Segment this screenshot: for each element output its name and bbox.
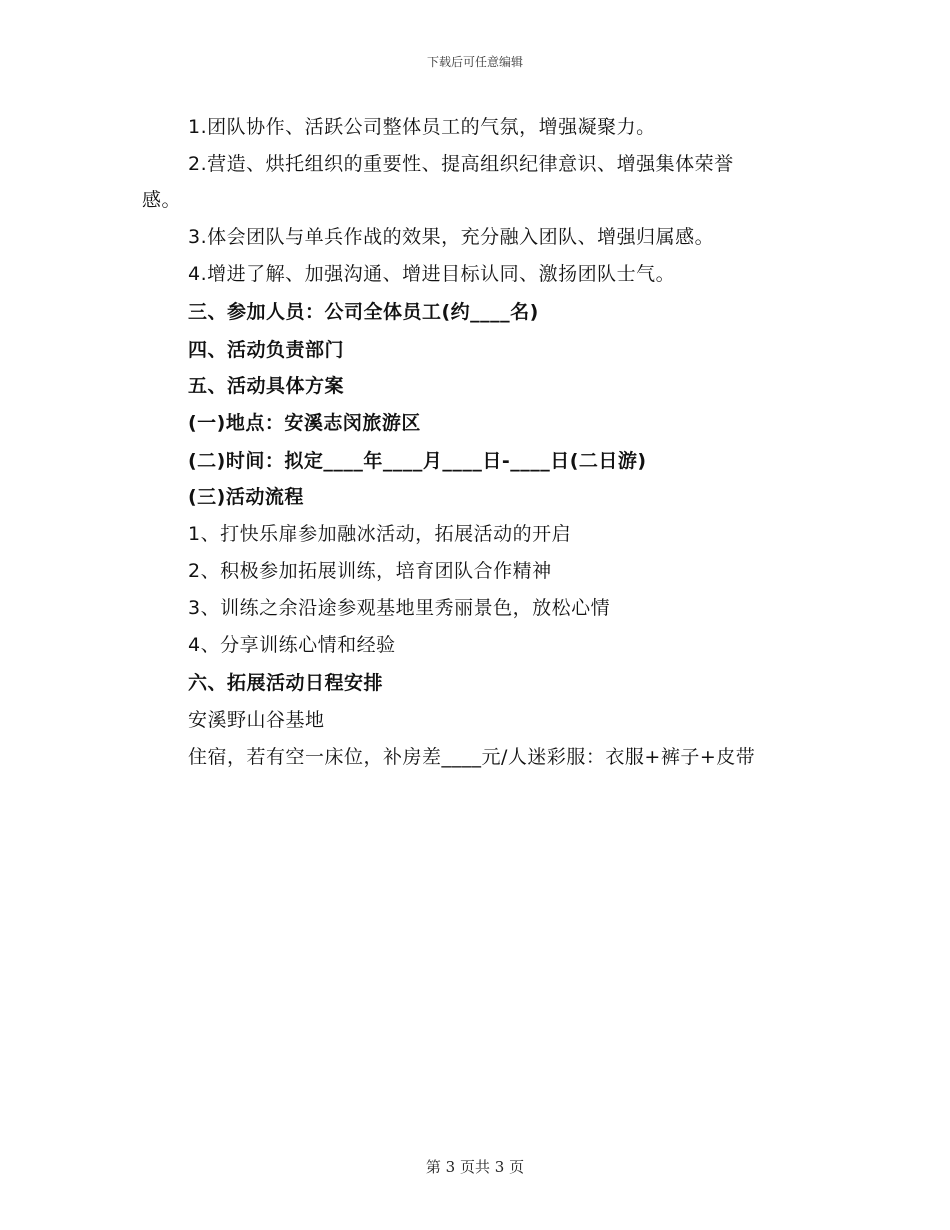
section-participants-heading: 三、参加人员：公司全体员工(约____名) bbox=[188, 301, 539, 323]
objective-line-3: 3.体会团队与单兵作战的效果，充分融入团队、增强归属感。 bbox=[188, 226, 715, 248]
plan-time-heading: (二)时间：拟定____年____月____日-____日(二日游) bbox=[188, 450, 647, 472]
objective-line-2: 2.营造、烘托组织的重要性、提高组织纪律意识、增强集体荣誉 bbox=[188, 153, 734, 175]
process-step-2: 2、积极参加拓展训练，培育团队合作精神 bbox=[188, 560, 552, 582]
section-schedule-heading: 六、拓展活动日程安排 bbox=[188, 672, 384, 694]
objective-line-4: 4.增进了解、加强沟通、增进目标认同、激扬团队士气。 bbox=[188, 263, 676, 285]
plan-process-heading: (三)活动流程 bbox=[188, 486, 304, 508]
section-plan-heading: 五、活动具体方案 bbox=[188, 375, 345, 397]
plan-location-heading: (一)地点：安溪志闵旅游区 bbox=[188, 412, 421, 434]
schedule-base-line: 安溪野山谷基地 bbox=[188, 709, 325, 731]
page-footer: 第 3 页共 3 页 bbox=[425, 1158, 525, 1176]
process-step-4: 4、分享训练心情和经验 bbox=[188, 634, 396, 656]
section-department-heading: 四、活动负责部门 bbox=[188, 339, 345, 361]
page-header: 下载后可任意编辑 bbox=[426, 55, 523, 69]
process-step-3: 3、训练之余沿途参观基地里秀丽景色，放松心情 bbox=[188, 597, 611, 619]
objective-line-1: 1.团队协作、活跃公司整体员工的气氛，增强凝聚力。 bbox=[188, 116, 656, 138]
process-step-1: 1、打快乐扉参加融冰活动，拓展活动的开启 bbox=[188, 523, 572, 545]
objective-line-2-continuation: 感。 bbox=[142, 189, 182, 211]
schedule-accommodation-line: 住宿，若有空一床位，补房差____元/人迷彩服：衣服+裤子+皮带 bbox=[188, 746, 756, 768]
